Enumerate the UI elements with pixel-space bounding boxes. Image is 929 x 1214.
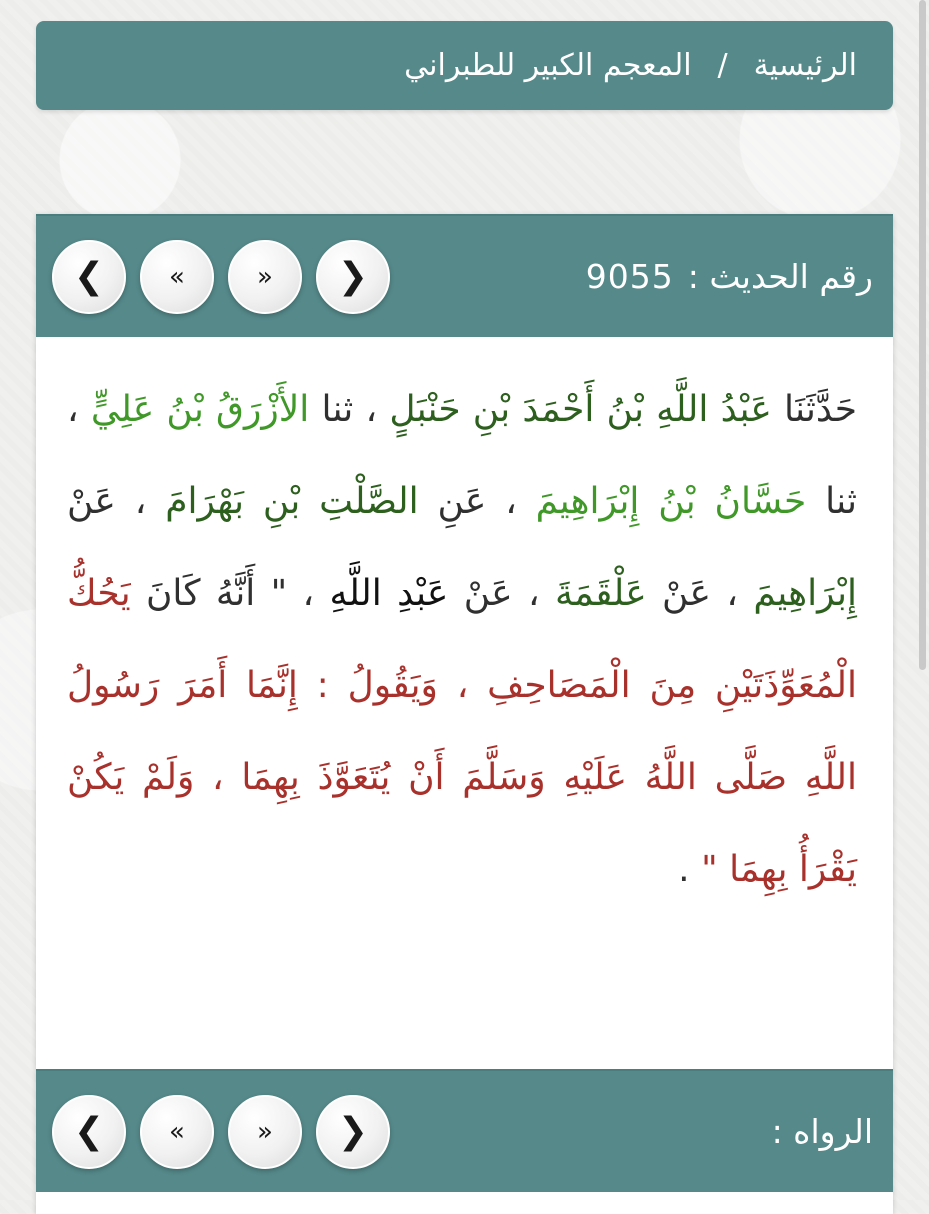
chevron-right-icon: ❯ [337,255,369,297]
hadith-connector: ، ثنا [309,389,390,430]
double-chevron-right-icon: » [257,1116,273,1147]
hadith-connector: ، عَنْ [67,481,166,522]
hadith-text [67,364,857,916]
first-button[interactable] [52,1095,126,1169]
first-button[interactable] [52,240,126,314]
chevron-left-icon: ❮ [73,255,105,297]
hadith-connector: ، عَنِ [418,481,536,522]
next-button[interactable] [228,1095,302,1169]
previous-button[interactable] [140,1095,214,1169]
narrator-link[interactable]: عَبْدِ اللَّهِ [329,573,449,614]
hadith-connector: ، عَنْ [646,573,754,614]
double-chevron-right-icon: » [257,261,273,292]
scrollbar[interactable] [919,0,926,670]
chevron-right-icon: ❯ [337,1110,369,1152]
hadith-end: . [678,849,702,890]
last-button[interactable] [316,1095,390,1169]
hadith-number-label [586,216,873,337]
chevron-left-icon: ❮ [73,1110,105,1152]
hadith-header-bar [36,214,893,337]
hadith-matn: يَحُكُّ الْمُعَوِّذَتَيْنِ مِنَ الْمَصَاحِفِ ، وَيَقُولُ : إِنَّمَا أَمَرَ رَسُولُ اللَّهِ صَلَّى اللَّهُ عَلَيْهِ وَسَلَّمَ أَنْ يُتَعَوَّذَ بِهِمَا ، وَلَمْ يَكُنْ يَقْرَأُ بِهِمَا " [67,573,857,890]
last-button[interactable] [316,240,390,314]
breadcrumb-separator: / [717,48,728,83]
next-button[interactable] [228,240,302,314]
hadith-number-caption: رقم الحديث : [687,257,873,296]
previous-button[interactable] [140,240,214,314]
double-chevron-left-icon: « [169,1116,185,1147]
narrators-label: الرواه : [771,1112,873,1151]
narrator-link[interactable]: عَلْقَمَةَ [554,573,647,614]
narrator-link[interactable]: عَبْدُ اللَّهِ بْنُ أَحْمَدَ بْنِ حَنْبَلٍ [389,389,772,430]
narrators-bar [36,1069,893,1192]
breadcrumb [36,21,893,110]
hadith-nav-buttons [52,216,404,337]
narrator-link[interactable]: الصَّلْتِ بْنِ بَهْرَامَ [165,481,419,522]
hadith-number-value: 9055 [585,257,674,296]
narrator-link[interactable]: الأَزْرَقُ بْنُ عَلِيٍّ [90,389,310,430]
narrators-nav-buttons [52,1071,404,1192]
narrator-link[interactable]: حَسَّانُ بْنُ إِبْرَاهِيمَ [535,481,807,522]
hadith-connector: ، ثنا [67,389,857,522]
hadith-card [36,214,893,1214]
hadith-connector: ، عَنْ [448,573,555,614]
double-chevron-left-icon: « [169,261,185,292]
breadcrumb-book-link[interactable]: المعجم الكبير للطبراني [404,48,692,83]
hadith-connector: ، " أَنَّهُ كَانَ [130,573,330,614]
narrator-link[interactable]: إِبْرَاهِيمَ [753,573,858,614]
hadith-connector: حَدَّثَنَا [771,389,858,430]
breadcrumb-home-link[interactable]: الرئيسية [753,48,857,83]
